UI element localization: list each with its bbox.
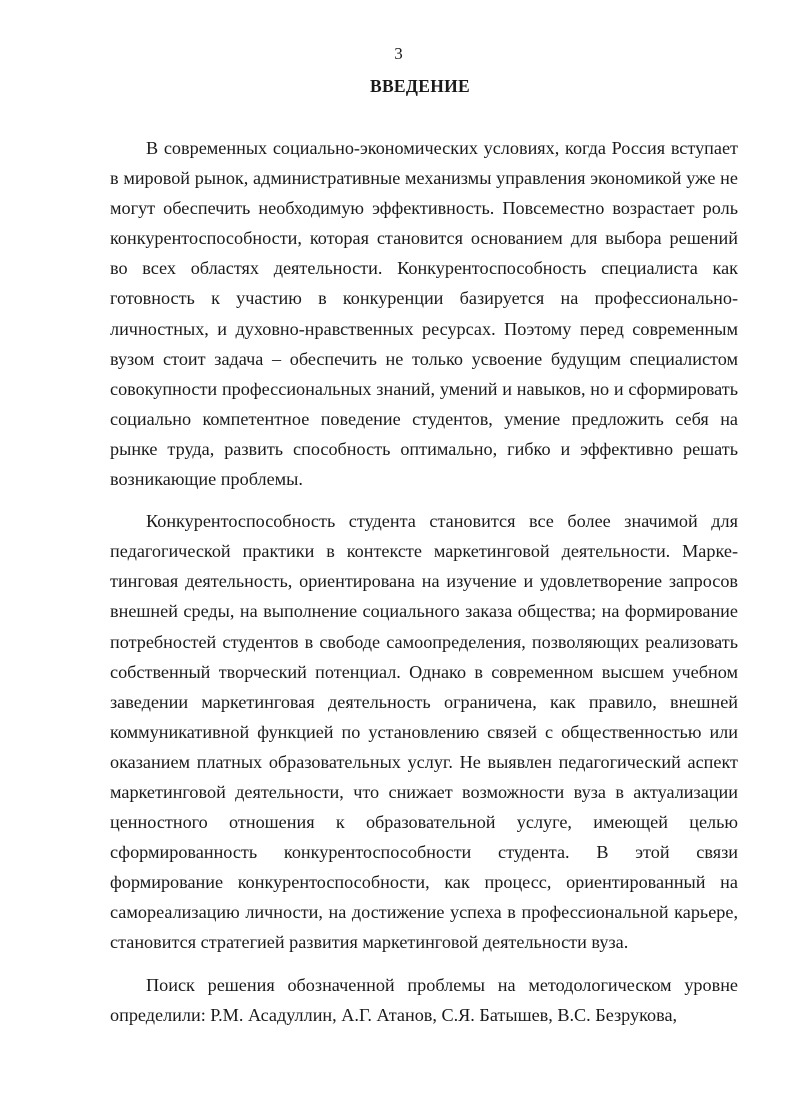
paragraph-3: Поиск решения обозначенной проблемы на методологическом уровне определили: Р.М. Асадуллин, А.Г. Атанов, С.Я. Батышев, В.С. Безрукова, (110, 974, 738, 1025)
section-heading: ВВЕДЕНИЕ (369, 76, 471, 96)
body-text (110, 133, 738, 1030)
page-number: 3 (394, 44, 403, 63)
paragraph-1: В современных социально-экономических условиях, когда Россия вступает в мировой рынок, административные механизмы управления экономикой уже не могут обеспечить необходимую эффективность. Повсеместно возрастает роль конкурентоспособности, которая становится основанием для выбора решений во всех областях деятельности. Конкурентоспособность специалиста как готовность к участию в конкуренции базируется на профессионально-личностных, и духовно-нравственных ресурсах. Поэтому перед современным вузом стоит задача – обеспечить не только усвоение будущим специалистом совокупности профессиональных знаний, умений и навыков, но и сформировать социально компетентное поведение студентов, умение предложить себя на рынке труда, развить способность оптимально, гибко и эффективно решать возникающие проблемы. (110, 138, 738, 490)
paragraph-2: Конкурентоспособность студента становится все более значимой для педагогической практики в контексте маркетинговой деятельности. Маркетинговая деятельность, ориентирована на изучение и удовлетворение запросов внешней среды, на выполнение социального заказа общества; на формирование потребностей студентов в свободе самоопределения, позволяющих реализовать собственный творческий потенциал. Однако в современном высшем учебном заведении маркетинговая деятельность ограничена, как правило, внешней коммуникативной функцией по установлению связей с общественностью или оказанием платных образовательных услуг. Не выявлен педагогический аспект маркетинговой деятельности, что снижает возможности вуза в актуализации ценностного отношения к образовательной услуге, имеющей целью сформированность конкурентоспособности студента. В этой связи формирование конкурентоспособности, как процесс, ориентированный на самореализацию личности, на достижение успеха в профессиональной карьере, становится стратегией развития маркетинговой деятельности вуза. (110, 511, 738, 953)
